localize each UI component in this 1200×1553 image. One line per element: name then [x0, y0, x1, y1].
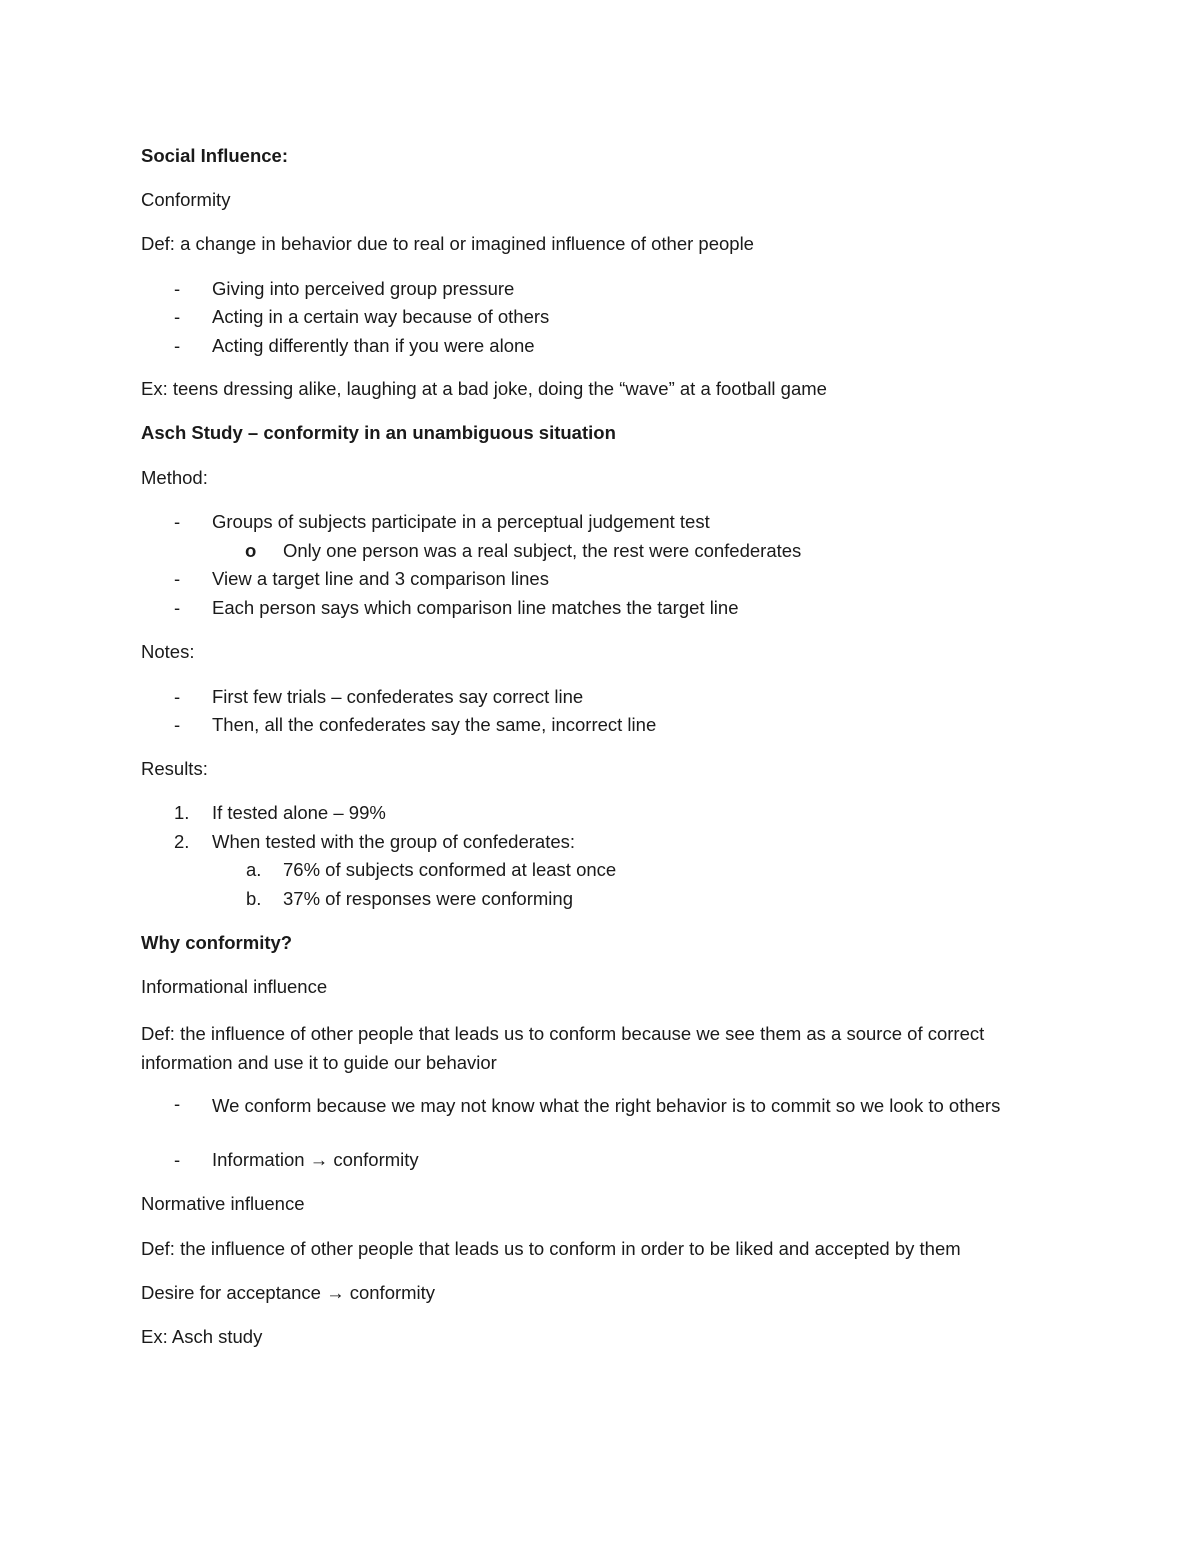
- sub-list-item: Only one person was a real subject, the rest were confederates: [283, 540, 802, 561]
- bullet-dash: -: [174, 597, 181, 618]
- bullet-dash: -: [174, 714, 181, 735]
- notes-label: Notes:: [141, 641, 195, 662]
- document-title: Social Influence:: [141, 145, 289, 166]
- sub-list-letter: b.: [246, 888, 262, 909]
- bullet-dash: -: [174, 1149, 181, 1170]
- informational-heading: Informational influence: [141, 976, 328, 997]
- bullet-dash: -: [174, 306, 181, 327]
- normative-example: Ex: Asch study: [141, 1326, 263, 1347]
- list-item: If tested alone – 99%: [212, 802, 386, 823]
- list-item: When tested with the group of confederates:: [212, 831, 576, 852]
- conformity-example: Ex: teens dressing alike, laughing at a bad joke, doing the “wave” at a football game: [141, 378, 827, 399]
- normative-definition: Def: the influence of other people that leads us to conform in order to be liked and accepted by them: [141, 1238, 961, 1259]
- sub-list-item: 76% of subjects conformed at least once: [283, 859, 617, 880]
- asch-heading: Asch Study – conformity in an unambiguous situation: [141, 422, 616, 443]
- list-number: 2.: [174, 831, 190, 852]
- sub-list-letter: a.: [246, 859, 262, 880]
- list-item: First few trials – confederates say correct line: [212, 686, 584, 707]
- bullet-dash: -: [174, 511, 181, 532]
- normative-desire-line: Desire for acceptance → conformity: [141, 1282, 436, 1303]
- list-item: Acting differently than if you were alone: [212, 335, 535, 356]
- normative-heading: Normative influence: [141, 1193, 305, 1214]
- informational-definition: Def: the influence of other people that leads us to conform because we see them as a source of correct information and use it to guide our behavior: [141, 1023, 985, 1073]
- conformity-definition: Def: a change in behavior due to real or imagined influence of other people: [141, 233, 754, 254]
- sub-list-item: 37% of responses were conforming: [283, 888, 573, 909]
- bullet-dash: -: [174, 278, 181, 299]
- list-item: View a target line and 3 comparison lines: [212, 568, 549, 589]
- list-item: Information → conformity: [212, 1149, 419, 1170]
- method-label: Method:: [141, 467, 208, 488]
- list-item: Acting in a certain way because of others: [212, 306, 550, 327]
- bullet-dash: -: [174, 1093, 181, 1114]
- bullet-dash: -: [174, 686, 181, 707]
- bullet-dash: -: [174, 568, 181, 589]
- why-conformity-heading: Why conformity?: [141, 932, 293, 953]
- results-label: Results:: [141, 758, 208, 779]
- list-number: 1.: [174, 802, 190, 823]
- sub-bullet-marker: o: [245, 540, 257, 561]
- list-item: Groups of subjects participate in a perceptual judgement test: [212, 511, 710, 532]
- bullet-dash: -: [174, 335, 181, 356]
- list-item: Giving into perceived group pressure: [212, 278, 515, 299]
- list-item: We conform because we may not know what the right behavior is to commit so we look to others: [212, 1095, 1001, 1116]
- list-item: Each person says which comparison line matches the target line: [212, 597, 739, 618]
- conformity-heading: Conformity: [141, 189, 231, 210]
- list-item: Then, all the confederates say the same, incorrect line: [212, 714, 657, 735]
